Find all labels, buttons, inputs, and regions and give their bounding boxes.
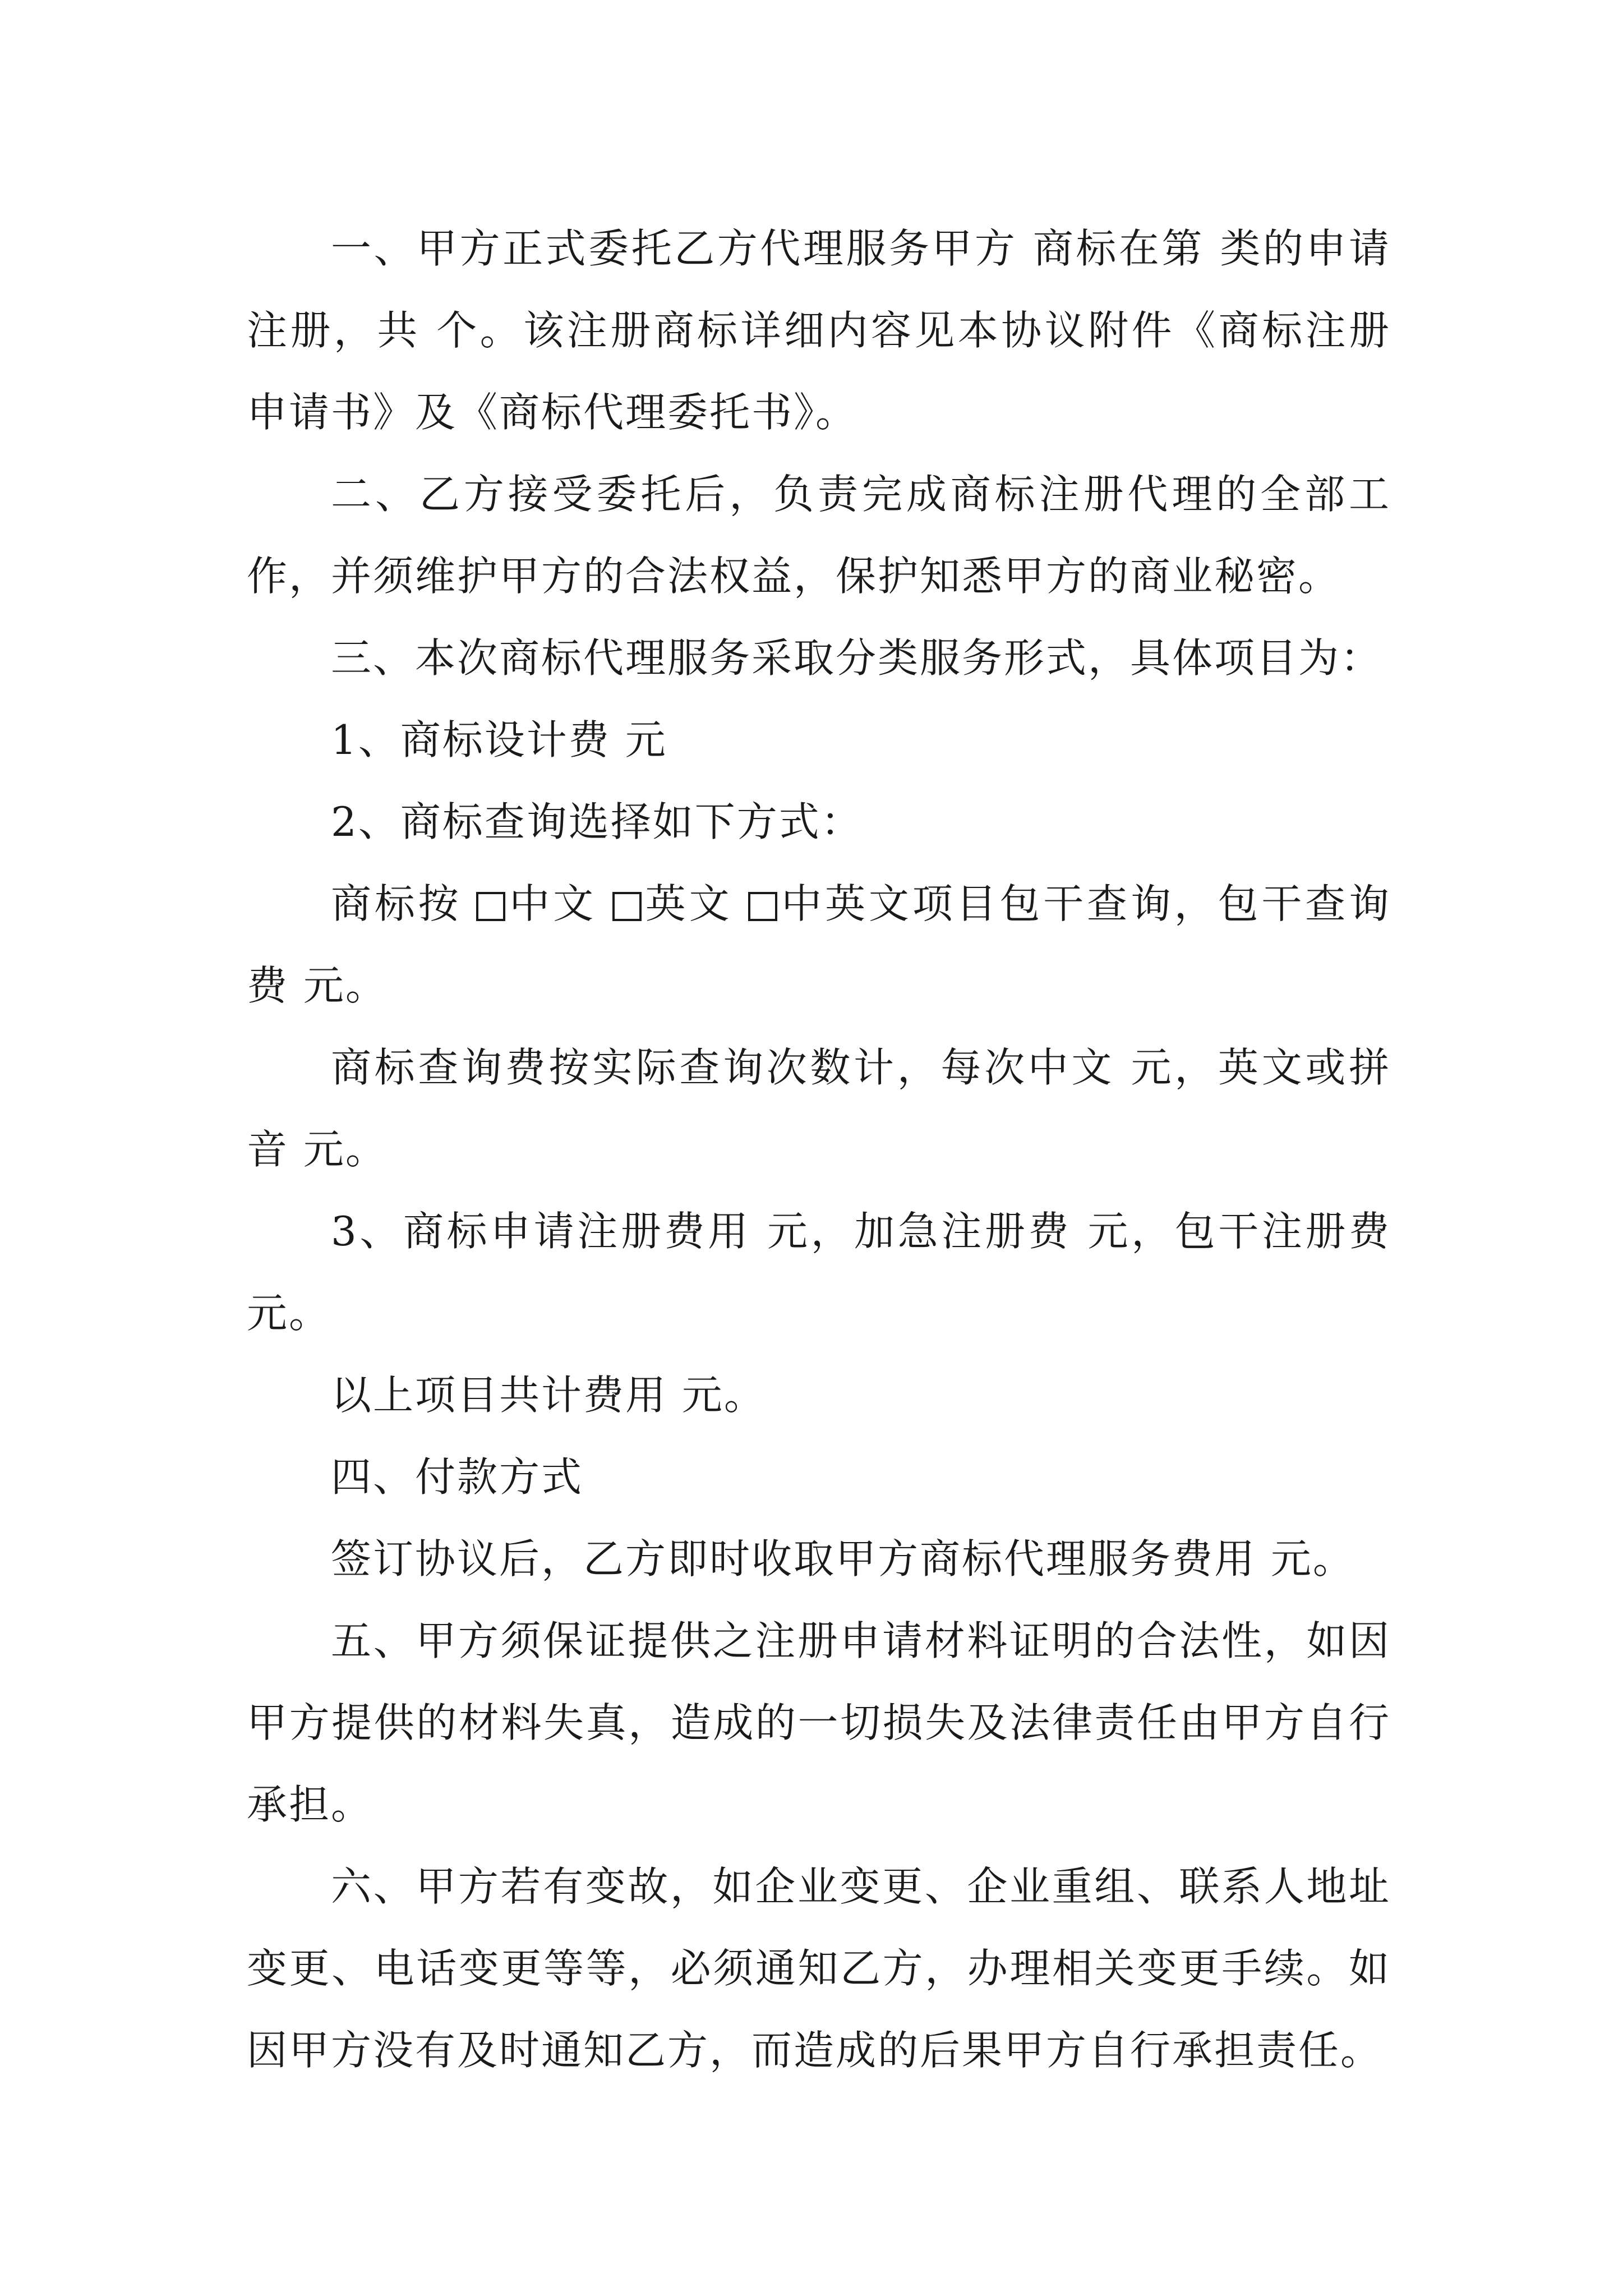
clause-1: 一、甲方正式委托乙方代理服务甲方 商标在第 类的申请注册，共 个。该注册商标详细内容见本协议附件《商标注册申请书》及《商标代理委托书》。: [247, 225, 1391, 436]
total-fee: 以上项目共计费用 元。: [331, 1372, 766, 1419]
checkbox-chinese[interactable]: [476, 892, 505, 921]
payment-terms: 签订协议后，乙方即时收取甲方商标代理服务费用 元。: [331, 1535, 1355, 1582]
clause-4-heading: 四、付款方式: [331, 1453, 584, 1501]
clause-6: 六、甲方若有变故，如企业变更、企业重组、联系人地址变更、电话变更等等，必须通知乙方，办理相关变更手续。如因甲方没有及时通知乙方，而造成的后果甲方自行承担责任。: [247, 1863, 1391, 2074]
clause-3: 三、本次商标代理服务采取分类服务形式，具体项目为：: [331, 634, 1383, 682]
document-body: [247, 208, 1391, 2091]
clause-2: 二、乙方接受委托后，负责完成商标注册代理的全部工作，并须维护甲方的合法权益，保护知悉甲方的商业秘密。: [247, 471, 1391, 600]
search-options: [247, 863, 1391, 1027]
search-options-prefix: 商标按: [331, 880, 462, 927]
item-design-fee: 1、商标设计费 元: [331, 716, 667, 763]
search-fee-note: 商标查询费按实际查询次数计，每次中文 元，英文或拼音 元。: [247, 1044, 1391, 1173]
checkbox-chinese-english[interactable]: [748, 892, 777, 921]
option-chinese-label: 中文: [508, 880, 597, 927]
checkbox-english[interactable]: [612, 892, 642, 921]
clause-5: 五、甲方须保证提供之注册申请材料证明的合法性，如因甲方提供的材料失真，造成的一切损失及法律责任由甲方自行承担。: [247, 1617, 1391, 1828]
item-search-method: 2、商标查询选择如下方式：: [331, 798, 863, 845]
option-chinese-english-label: 中英文项目包干查询，包干查询费 元。: [247, 880, 1391, 1009]
item-registration-fee: 3、商标申请注册费用 元，加急注册费 元，包干注册费 元。: [247, 1208, 1391, 1337]
option-english-label: 英文: [643, 880, 733, 927]
